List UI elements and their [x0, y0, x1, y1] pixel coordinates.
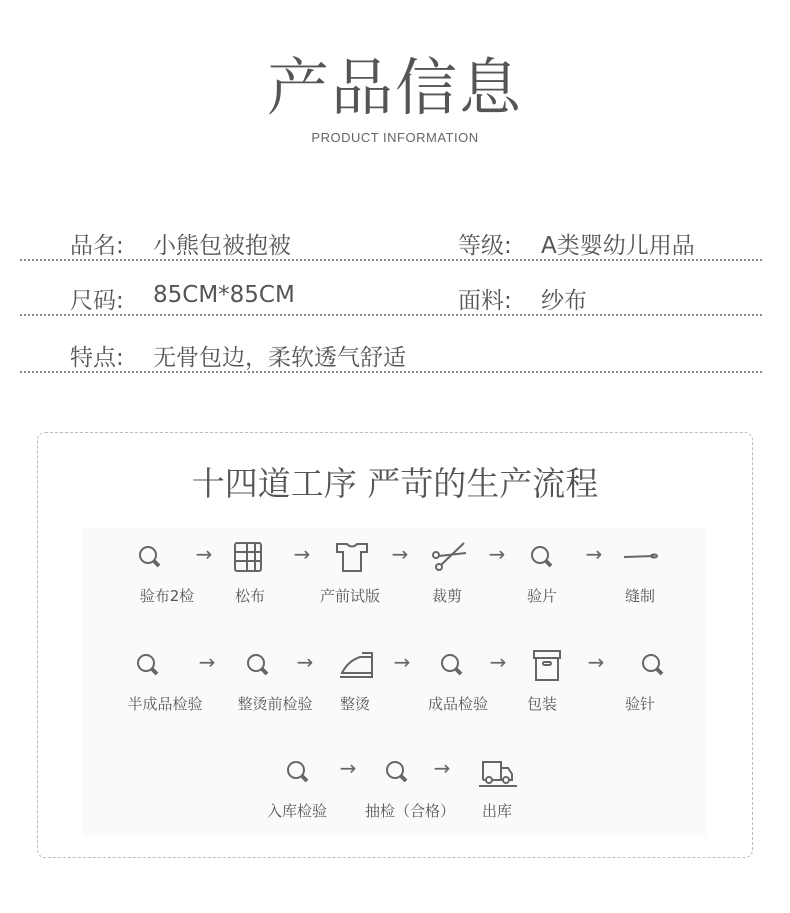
arrow-icon: → [391, 542, 409, 566]
arrow-icon: → [587, 650, 605, 674]
info-value: A类婴幼儿用品 [541, 233, 695, 259]
arrow-icon: → [296, 650, 314, 674]
step-label: 抽检（合格） [364, 802, 456, 820]
page-title: 产品信息 [266, 51, 523, 124]
info-label: 面料: [458, 288, 512, 314]
step-label: 缝制 [624, 587, 656, 605]
info-label: 特点: [70, 345, 124, 371]
step-label: 半成品检验 [127, 695, 203, 713]
info-value: 85CM*85CM [153, 282, 295, 308]
box-icon [527, 647, 567, 683]
arrow-icon: → [293, 542, 311, 566]
info-value: 小熊包被抱被 [153, 233, 291, 259]
needle-icon [620, 539, 660, 575]
arrow-icon: → [585, 542, 603, 566]
step-label: 验片 [526, 587, 558, 605]
shirt-icon [332, 539, 372, 575]
iron-icon [336, 647, 376, 683]
step-label: 松布 [234, 587, 266, 605]
step-label: 产前试版 [319, 587, 381, 605]
step-label: 整烫前检验 [237, 695, 313, 713]
info-value: 纱布 [541, 288, 587, 314]
magnifier-icon [522, 539, 562, 575]
arrow-icon: → [489, 650, 507, 674]
step-label: 裁剪 [431, 587, 463, 605]
process-title: 十四道工序 严苛的生产流程 [191, 464, 599, 503]
fabric-roll-icon [230, 539, 270, 575]
step-label: 出库 [481, 802, 513, 820]
info-label: 等级: [458, 233, 512, 259]
arrow-icon: → [195, 542, 213, 566]
magnifier-icon [130, 539, 170, 575]
truck-icon [477, 754, 517, 790]
magnifier-icon [633, 647, 673, 683]
step-label: 入库检验 [266, 802, 328, 820]
step-label: 整烫 [339, 695, 371, 713]
info-row [20, 221, 762, 261]
arrow-icon: → [393, 650, 411, 674]
arrow-icon: → [339, 756, 357, 780]
step-label: 验布2检 [139, 587, 195, 605]
info-label: 尺码: [70, 288, 124, 314]
arrow-icon: → [198, 650, 216, 674]
magnifier-icon [278, 754, 318, 790]
info-row [20, 276, 762, 316]
step-label: 验针 [624, 695, 656, 713]
scissors-icon [430, 539, 470, 575]
info-row [20, 333, 762, 373]
magnifier-icon [432, 647, 472, 683]
info-value: 无骨包边，柔软透气舒适 [153, 345, 406, 371]
magnifier-icon [238, 647, 278, 683]
page-subtitle: PRODUCT INFORMATION [311, 130, 479, 145]
magnifier-icon [128, 647, 168, 683]
info-label: 品名: [70, 233, 124, 259]
magnifier-icon [377, 754, 417, 790]
step-label: 成品检验 [427, 695, 489, 713]
arrow-icon: → [433, 756, 451, 780]
step-label: 包装 [526, 695, 558, 713]
arrow-icon: → [488, 542, 506, 566]
